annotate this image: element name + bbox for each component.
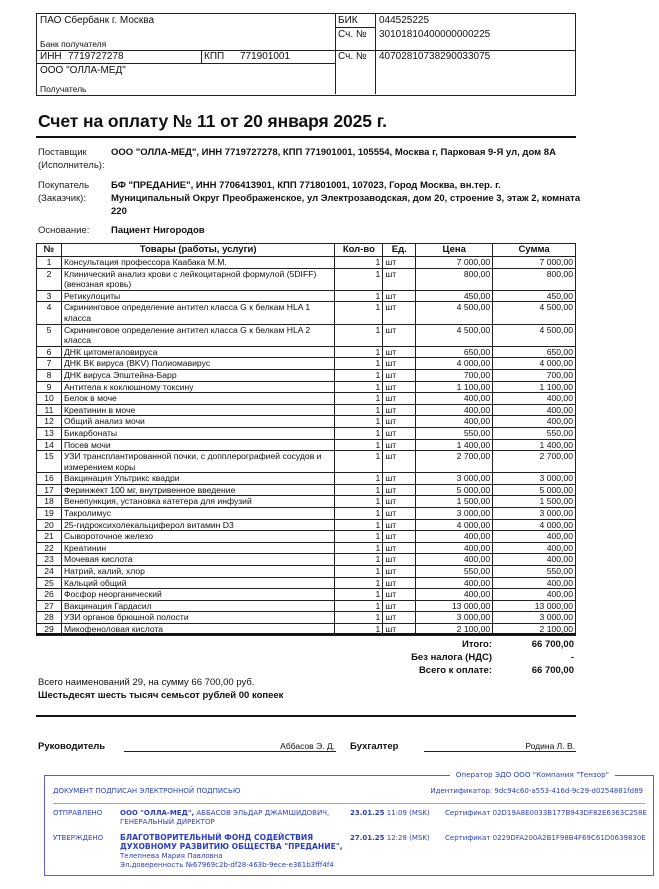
accountant-signature-label: Бухгалтер xyxy=(350,741,399,752)
row-item-name: Консультация профессора Каабака М.М. xyxy=(61,257,334,269)
row-sum: 2 100,00 xyxy=(493,624,576,636)
approved-org-line2: ДУХОВНОМУ РАЗВИТИЮ ОБЩЕСТВА "ПРЕДАНИЕ", xyxy=(120,842,343,851)
row-item-name: Бикарбонаты xyxy=(61,427,334,439)
table-row xyxy=(37,268,576,290)
table-row xyxy=(37,508,576,520)
row-unit: шт xyxy=(383,404,416,416)
row-unit: шт xyxy=(383,346,416,358)
row-price: 3 000,00 xyxy=(416,508,493,520)
table-row xyxy=(37,381,576,393)
row-number: 22 xyxy=(37,542,62,554)
row-price: 400,00 xyxy=(416,531,493,543)
row-number: 29 xyxy=(37,624,62,636)
bank-details-box xyxy=(36,13,576,96)
row-quantity: 1 xyxy=(335,369,383,381)
row-unit: шт xyxy=(383,473,416,485)
row-price: 1 500,00 xyxy=(416,496,493,508)
bik-value: 044525225 xyxy=(379,15,430,26)
bank-label: Банк получателя xyxy=(40,39,107,49)
head-name: Аббасов Э. Д. xyxy=(280,741,335,751)
row-item-name: Креатинин в моче xyxy=(61,404,334,416)
row-unit: шт xyxy=(383,484,416,496)
row-number: 12 xyxy=(37,416,62,428)
row-item-name: Сывороточное железо xyxy=(61,531,334,543)
row-price: 400,00 xyxy=(416,416,493,428)
esign-identifier: Идентификатор: 9dc94c60-a553-416d-9c29-d0254881fd89 xyxy=(430,787,643,795)
row-sum: 800,00 xyxy=(493,268,576,290)
col-header-price: Цена xyxy=(416,244,493,257)
row-item-name: Креатинин xyxy=(61,542,334,554)
row-unit: шт xyxy=(383,302,416,324)
esign-divider xyxy=(53,803,645,804)
recipient-label: Получатель xyxy=(40,84,87,94)
row-item-name: ДНК цитомегаловируса xyxy=(61,346,334,358)
table-row xyxy=(37,542,576,554)
row-sum: 550,00 xyxy=(493,427,576,439)
row-item-name: Натрий, калий, хлор xyxy=(61,566,334,578)
accountant-signature-line xyxy=(424,751,576,752)
row-sum: 3 000,00 xyxy=(493,508,576,520)
row-number: 28 xyxy=(37,612,62,624)
supplier-value: ООО "ОЛЛА-МЕД", ИНН 7719727278, КПП 771901001, 105554, Москва г, Парковая 9-Я ул, дом 8А xyxy=(111,147,556,158)
row-unit: шт xyxy=(383,589,416,601)
row-quantity: 1 xyxy=(335,404,383,416)
inn-label: ИНН xyxy=(40,51,62,62)
row-number: 15 xyxy=(37,451,62,473)
row-sum: 1 100,00 xyxy=(493,381,576,393)
approved-person: Телепнева Мария Павловна xyxy=(120,852,223,860)
total-value: 66 700,00 xyxy=(531,639,574,650)
row-sum: 4 000,00 xyxy=(493,519,576,531)
invoice-title: Счет на оплату № 11 от 20 января 2025 г. xyxy=(38,111,387,131)
amount-due-value: 66 700,00 xyxy=(531,665,574,676)
table-row xyxy=(37,484,576,496)
amount-in-words: Шестьдесят шесть тысяч семьсот рублей 00 копеек xyxy=(38,690,284,701)
row-price: 4 500,00 xyxy=(416,324,493,346)
row-unit: шт xyxy=(383,439,416,451)
row-number: 14 xyxy=(37,439,62,451)
row-price: 4 500,00 xyxy=(416,302,493,324)
table-row xyxy=(37,531,576,543)
row-number: 3 xyxy=(37,290,62,302)
row-unit: шт xyxy=(383,369,416,381)
row-sum: 400,00 xyxy=(493,554,576,566)
items-table xyxy=(36,243,576,636)
row-sum: 550,00 xyxy=(493,566,576,578)
row-sum: 400,00 xyxy=(493,531,576,543)
row-number: 9 xyxy=(37,381,62,393)
row-quantity: 1 xyxy=(335,589,383,601)
row-quantity: 1 xyxy=(335,302,383,324)
bik-label: БИК xyxy=(338,15,358,26)
edo-operator: Оператор ЭДО ООО "Компания "Тензор" xyxy=(450,770,615,779)
row-price: 450,00 xyxy=(416,290,493,302)
table-row xyxy=(37,324,576,346)
row-unit: шт xyxy=(383,577,416,589)
col-header-name: Товары (работы, услуги) xyxy=(61,244,334,257)
row-sum: 1 500,00 xyxy=(493,496,576,508)
row-item-name: Микофеноловая кислота xyxy=(61,624,334,636)
row-unit: шт xyxy=(383,257,416,269)
row-price: 400,00 xyxy=(416,404,493,416)
basis-block xyxy=(38,224,578,237)
supplier-block xyxy=(38,146,578,174)
row-quantity: 1 xyxy=(335,393,383,405)
row-sum: 3 000,00 xyxy=(493,473,576,485)
row-quantity: 1 xyxy=(335,346,383,358)
row-unit: шт xyxy=(383,393,416,405)
row-sum: 650,00 xyxy=(493,346,576,358)
approved-power-of-attorney: Эл.доверенность №67969c2b-df28-463b-9ece-e361b3fff4f4 xyxy=(120,861,334,869)
row-quantity: 1 xyxy=(335,416,383,428)
row-sum: 5 000,00 xyxy=(493,484,576,496)
account-value: 40702810738290033075 xyxy=(379,51,491,62)
row-price: 650,00 xyxy=(416,346,493,358)
row-quantity: 1 xyxy=(335,268,383,290)
row-sum: 4 500,00 xyxy=(493,324,576,346)
row-number: 11 xyxy=(37,404,62,416)
row-item-name: Мочевая кислота xyxy=(61,554,334,566)
row-price: 3 000,00 xyxy=(416,473,493,485)
row-price: 400,00 xyxy=(416,577,493,589)
title-divider xyxy=(36,136,576,138)
row-sum: 400,00 xyxy=(493,577,576,589)
row-sum: 7 000,00 xyxy=(493,257,576,269)
row-unit: шт xyxy=(383,542,416,554)
row-unit: шт xyxy=(383,268,416,290)
sent-time: 11:09 (MSK) xyxy=(384,809,430,817)
row-quantity: 1 xyxy=(335,600,383,612)
row-price: 2 100,00 xyxy=(416,624,493,636)
row-number: 2 xyxy=(37,268,62,290)
row-price: 550,00 xyxy=(416,566,493,578)
row-item-name: 25-гидроксихолекальциферол витамин D3 xyxy=(61,519,334,531)
row-price: 2 700,00 xyxy=(416,451,493,473)
signatures-divider xyxy=(36,715,576,717)
row-number: 19 xyxy=(37,508,62,520)
row-unit: шт xyxy=(383,290,416,302)
recipient-name: ООО "ОЛЛА-МЕД" xyxy=(40,65,126,76)
row-price: 7 000,00 xyxy=(416,257,493,269)
row-item-name: Общий анализ мочи xyxy=(61,416,334,428)
table-row xyxy=(37,554,576,566)
row-item-name: Венепункция, установка катетера для инфузий xyxy=(61,496,334,508)
row-number: 8 xyxy=(37,369,62,381)
esign-heading: ДОКУМЕНТ ПОДПИСАН ЭЛЕКТРОННОЙ ПОДПИСЬЮ xyxy=(53,787,241,795)
row-price: 13 000,00 xyxy=(416,600,493,612)
table-row xyxy=(37,369,576,381)
row-price: 5 000,00 xyxy=(416,484,493,496)
table-row xyxy=(37,346,576,358)
col-header-qty: Кол-во xyxy=(335,244,383,257)
row-item-name: УЗИ трансплантированной почки, с допплерографией сосудов и измерением коры xyxy=(61,451,334,473)
accountant-name: Родина Л. В. xyxy=(525,741,575,751)
sent-date: 23.01.25 xyxy=(350,809,385,817)
row-sum: 400,00 xyxy=(493,393,576,405)
table-row xyxy=(37,302,576,324)
row-unit: шт xyxy=(383,508,416,520)
row-quantity: 1 xyxy=(335,566,383,578)
row-item-name: Фосфор неорганический xyxy=(61,589,334,601)
vat-value: - xyxy=(570,652,574,663)
row-sum: 1 400,00 xyxy=(493,439,576,451)
table-bottom-divider xyxy=(36,633,576,635)
table-row xyxy=(37,416,576,428)
row-number: 20 xyxy=(37,519,62,531)
row-item-name: Такролимус xyxy=(61,508,334,520)
approved-label: УТВЕРЖДЕНО xyxy=(53,834,104,842)
row-quantity: 1 xyxy=(335,358,383,370)
buyer-value: БФ "ПРЕДАНИЕ", ИНН 7706413901, КПП 771801001, 107023, Город Москва, вн.тер. г. Муниципальный Округ Преображенское, ул Электрозаводская, дом 20, строение 3, этаж 2, комната 220 xyxy=(111,180,581,217)
row-number: 10 xyxy=(37,393,62,405)
row-item-name: Клинический анализ крови с лейкоцитарной формулой (5DIFF) (венозная кровь) xyxy=(61,268,334,290)
kpp-label: КПП xyxy=(204,51,225,62)
sent-position: ГЕНЕРАЛЬНЫЙ ДИРЕКТОР xyxy=(120,818,215,826)
amount-due-label: Всего к оплате: xyxy=(418,665,492,676)
row-number: 4 xyxy=(37,302,62,324)
row-sum: 450,00 xyxy=(493,290,576,302)
table-row xyxy=(37,290,576,302)
row-number: 1 xyxy=(37,257,62,269)
row-quantity: 1 xyxy=(335,508,383,520)
buyer-block xyxy=(38,179,581,219)
row-price: 1 100,00 xyxy=(416,381,493,393)
table-row xyxy=(37,496,576,508)
row-sum: 2 700,00 xyxy=(493,451,576,473)
row-number: 24 xyxy=(37,566,62,578)
row-unit: шт xyxy=(383,600,416,612)
approved-certificate: Сертификат 0229DFA200A2B1F98B4F69C61D0639830E xyxy=(445,834,646,842)
row-unit: шт xyxy=(383,624,416,636)
col-header-sum: Сумма xyxy=(493,244,576,257)
col-header-unit: Ед. xyxy=(383,244,416,257)
electronic-signature-stamp xyxy=(44,770,654,876)
items-count-summary: Всего наименований 29, на сумму 66 700,00 руб. xyxy=(38,677,255,688)
row-unit: шт xyxy=(383,531,416,543)
table-row xyxy=(37,439,576,451)
row-price: 4 000,00 xyxy=(416,358,493,370)
table-row xyxy=(37,589,576,601)
row-quantity: 1 xyxy=(335,531,383,543)
row-number: 21 xyxy=(37,531,62,543)
row-price: 550,00 xyxy=(416,427,493,439)
corr-account-label: Сч. № xyxy=(338,29,367,40)
row-unit: шт xyxy=(383,519,416,531)
total-label: Итого: xyxy=(462,639,492,650)
row-quantity: 1 xyxy=(335,577,383,589)
head-signature-label: Руководитель xyxy=(38,741,106,752)
basis-value: Пациент Нигородов xyxy=(111,225,205,236)
row-sum: 4 000,00 xyxy=(493,358,576,370)
sent-label: ОТПРАВЛЕНО xyxy=(53,809,103,817)
kpp-value: 771901001 xyxy=(240,51,291,62)
row-sum: 400,00 xyxy=(493,404,576,416)
table-row xyxy=(37,612,576,624)
row-quantity: 1 xyxy=(335,554,383,566)
row-item-name: ДНК ВК вируса (BKV) Полиомавирус xyxy=(61,358,334,370)
table-row xyxy=(37,519,576,531)
row-quantity: 1 xyxy=(335,439,383,451)
table-row xyxy=(37,404,576,416)
sent-datetime xyxy=(350,809,430,818)
row-price: 1 400,00 xyxy=(416,439,493,451)
row-item-name: Ретикулоциты xyxy=(61,290,334,302)
table-row xyxy=(37,451,576,473)
row-item-name: Скрининговое определение антител класса G к белкам HLA 2 класса xyxy=(61,324,334,346)
row-unit: шт xyxy=(383,358,416,370)
row-unit: шт xyxy=(383,427,416,439)
row-number: 13 xyxy=(37,427,62,439)
approved-org-line1: БЛАГОТВОРИТЕЛЬНЫЙ ФОНД СОДЕЙСТВИЯ xyxy=(120,833,314,842)
account-label: Сч. № xyxy=(338,51,367,62)
row-item-name: Феринжект 100 мг, внутривенное введение xyxy=(61,484,334,496)
table-row xyxy=(37,257,576,269)
row-sum: 4 500,00 xyxy=(493,302,576,324)
row-sum: 400,00 xyxy=(493,589,576,601)
table-row xyxy=(37,600,576,612)
row-quantity: 1 xyxy=(335,427,383,439)
row-price: 4 000,00 xyxy=(416,519,493,531)
row-quantity: 1 xyxy=(335,324,383,346)
row-price: 400,00 xyxy=(416,542,493,554)
row-number: 23 xyxy=(37,554,62,566)
row-unit: шт xyxy=(383,381,416,393)
basis-label: Основание: xyxy=(38,225,90,236)
table-header-row xyxy=(37,244,576,257)
col-header-number: № xyxy=(37,244,62,257)
row-quantity: 1 xyxy=(335,496,383,508)
row-unit: шт xyxy=(383,324,416,346)
supplier-label: Поставщик (Исполнитель): xyxy=(38,147,105,171)
table-row xyxy=(37,566,576,578)
approved-date: 27.01.25 xyxy=(350,834,385,842)
row-price: 400,00 xyxy=(416,554,493,566)
table-row xyxy=(37,577,576,589)
row-unit: шт xyxy=(383,612,416,624)
row-item-name: Антитела к коклюшному токсину xyxy=(61,381,334,393)
row-unit: шт xyxy=(383,496,416,508)
row-number: 7 xyxy=(37,358,62,370)
row-quantity: 1 xyxy=(335,451,383,473)
row-quantity: 1 xyxy=(335,257,383,269)
row-number: 27 xyxy=(37,600,62,612)
row-number: 17 xyxy=(37,484,62,496)
table-row xyxy=(37,358,576,370)
row-sum: 700,00 xyxy=(493,369,576,381)
row-item-name: Вакцинация Ультрикс квадри xyxy=(61,473,334,485)
row-quantity: 1 xyxy=(335,290,383,302)
row-number: 18 xyxy=(37,496,62,508)
row-price: 400,00 xyxy=(416,393,493,405)
table-row xyxy=(37,473,576,485)
row-item-name: Посев мочи xyxy=(61,439,334,451)
row-quantity: 1 xyxy=(335,381,383,393)
approved-time: 12:28 (MSK) xyxy=(384,834,430,842)
table-row xyxy=(37,427,576,439)
row-quantity: 1 xyxy=(335,624,383,636)
row-quantity: 1 xyxy=(335,519,383,531)
row-number: 6 xyxy=(37,346,62,358)
row-unit: шт xyxy=(383,554,416,566)
row-unit: шт xyxy=(383,416,416,428)
row-sum: 400,00 xyxy=(493,542,576,554)
row-sum: 3 000,00 xyxy=(493,612,576,624)
row-price: 400,00 xyxy=(416,589,493,601)
row-item-name: Вакцинация Гардасил xyxy=(61,600,334,612)
row-price: 3 000,00 xyxy=(416,612,493,624)
head-signature-line xyxy=(124,751,336,752)
table-row xyxy=(37,393,576,405)
row-number: 16 xyxy=(37,473,62,485)
row-quantity: 1 xyxy=(335,612,383,624)
approved-datetime xyxy=(350,834,430,843)
row-number: 5 xyxy=(37,324,62,346)
row-quantity: 1 xyxy=(335,542,383,554)
inn-value: 7719727278 xyxy=(68,51,124,62)
row-item-name: ДНК вируса Эпштейна-Барр xyxy=(61,369,334,381)
row-unit: шт xyxy=(383,566,416,578)
bank-name: ПАО Сбербанк г. Москва xyxy=(40,15,155,26)
row-item-name: Скрининговое определение антител класса G к белкам HLA 1 класса xyxy=(61,302,334,324)
row-number: 25 xyxy=(37,577,62,589)
row-item-name: Кальций общий xyxy=(61,577,334,589)
corr-account-value: 30101810400000000225 xyxy=(379,29,491,40)
sent-person: АББАСОВ ЭЛЬДАР ДЖАМШИДОВИЧ, xyxy=(194,809,330,817)
buyer-label: Покупатель (Заказчик): xyxy=(38,180,90,204)
row-price: 700,00 xyxy=(416,369,493,381)
row-quantity: 1 xyxy=(335,473,383,485)
sent-certificate: Сертификат 02D19A8E0033B177B943DF82E6363C258E xyxy=(445,809,647,817)
sent-party xyxy=(120,809,329,818)
sent-org: ООО "ОЛЛА-МЕД", xyxy=(120,809,195,817)
row-number: 26 xyxy=(37,589,62,601)
row-sum: 13 000,00 xyxy=(493,600,576,612)
row-item-name: Белок в моче xyxy=(61,393,334,405)
row-sum: 400,00 xyxy=(493,416,576,428)
row-quantity: 1 xyxy=(335,484,383,496)
row-item-name: УЗИ органов брюшной полости xyxy=(61,612,334,624)
row-price: 800,00 xyxy=(416,268,493,290)
row-unit: шт xyxy=(383,451,416,473)
vat-label: Без налога (НДС) xyxy=(411,652,492,663)
